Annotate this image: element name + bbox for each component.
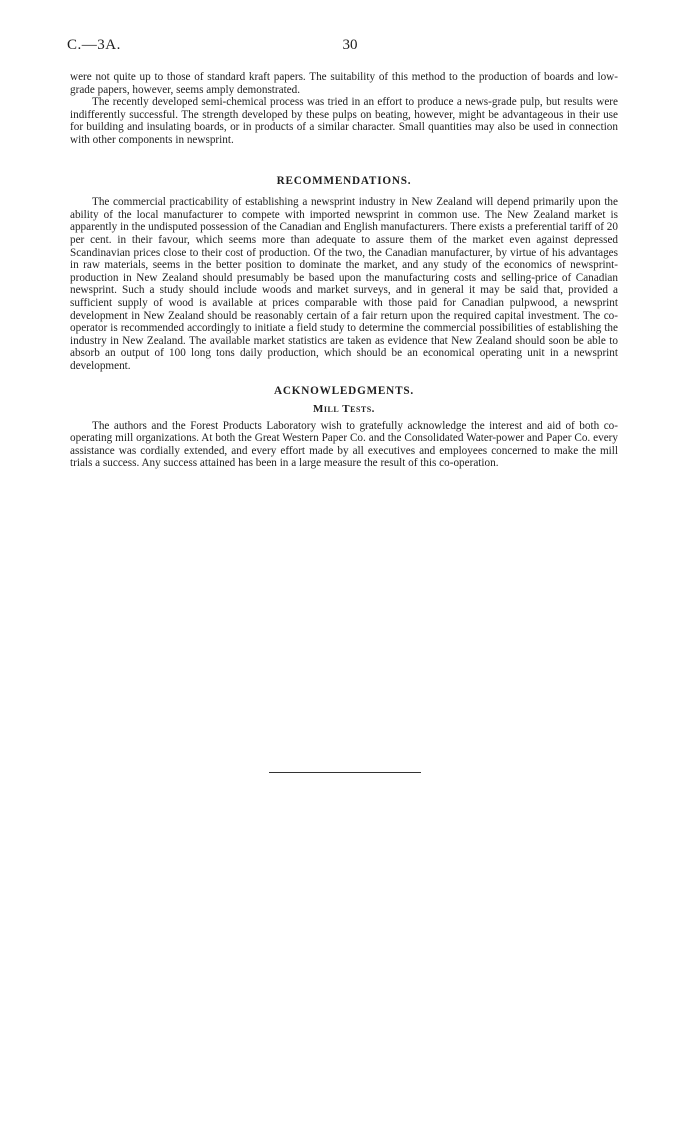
intro-paragraph-continued: were not quite up to those of standard kraft papers. The suitability of this method to the production of boards and low-grade papers, however, seems amply demonstrated. — [70, 71, 618, 96]
acknowledgments-paragraph: The authors and the Forest Products Laboratory wish to gratefully acknowledge the interest and aid of both co-operating mill organizations. At both the Great Western Paper Co. and the Consolidated Water-power and Paper Co. every assistance was cordially extended, and every effort made by all executives and employees concerned to make the mill trials a success. Any success attained has been in a large measure the result of this co-operation. — [70, 419, 618, 470]
document-reference: C.—3A. — [67, 37, 121, 53]
page-number: 30 — [342, 37, 358, 53]
section-end-rule — [269, 772, 421, 773]
acknowledgments-heading: ACKNOWLEDGMENTS. — [274, 385, 414, 398]
intro-paragraph-semi-chemical: The recently developed semi-chemical process was tried in an effort to produce a news-grade pulp, but results were indifferently successful. The strength developed by these pulps on beating, however, might be advantageous in their use for building and insulating boards, or in products of a similar character. Small quantities may also be used in connection with other components in newsprint. — [70, 96, 618, 146]
recommendations-heading: RECOMMENDATIONS. — [276, 174, 412, 187]
document-body — [70, 71, 618, 470]
mill-tests-subheading: Mill Tests. — [313, 403, 375, 416]
recommendations-paragraph: The commercial practicability of establishing a newsprint industry in New Zealand will depend primarily upon the ability of the local manufacturer to compete with imported newsprint in common use. The New Zealand market is apparently in the undisputed possession of the Canadian and English manufacturers. There exists a preferential tariff of 20 per cent. in their favour, which seems more than adequate to assure them of the market even against depressed Scandinavian prices close to their cost of production. Of the two, the Canadian manufacturer, by virtue of his advantages in raw materials, seems in the better position to dominate the market, and any study of the economics of newsprint-production in New Zealand should presumably be based upon the manufacturing costs and selling-price of Canadian newsprint. Such a study should include woods and market surveys, and in general it may be said that, provided a sufficient supply of wood is available at prices comparable with those paid for Canadian pulpwood, a newsprint development in New Zealand should be reasonably certain of a fair return upon the required capital investment. The co-operator is recommended accordingly to initiate a field study to determine the commercial possibilities of establishing the industry in New Zealand. The available market statistics are taken as evidence that New Zealand should soon be able to absorb an output of 100 long tons daily production, which should be an economical operating unit in a newsprint development. — [70, 196, 618, 372]
